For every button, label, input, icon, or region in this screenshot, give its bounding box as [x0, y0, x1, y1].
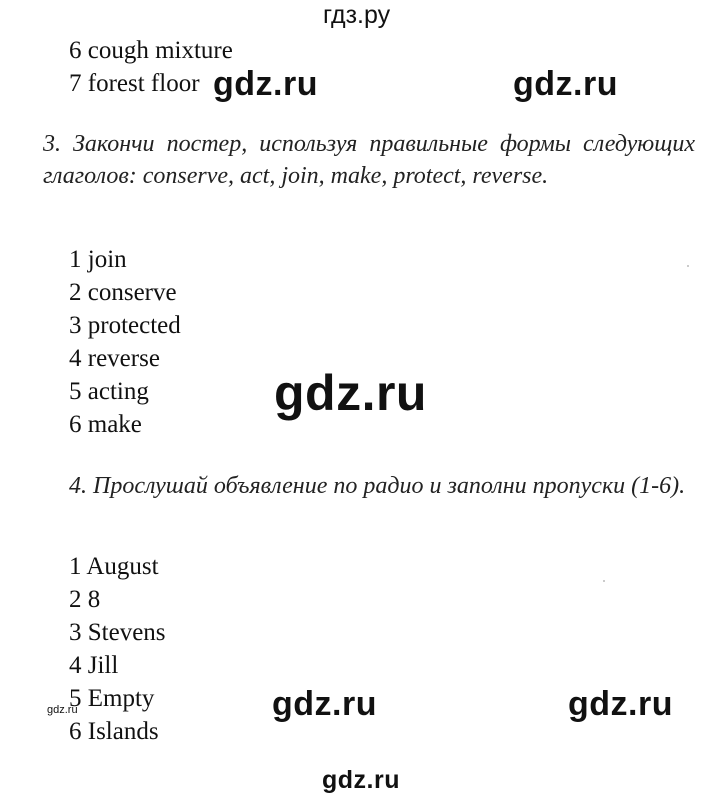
answer-item: 4 Jill [69, 652, 119, 679]
watermark: gdz.ru [274, 365, 427, 421]
task-3-instruction: 3. Закончи постер, используя правильные формы следующих глаголов: conserve, act, join, make, protect, reverse. [43, 131, 695, 189]
watermark: gdz.ru [513, 65, 618, 103]
scan-speck [603, 580, 605, 582]
watermark: gdz.ru [568, 685, 673, 723]
task-4-instruction: 4. Прослушай объявление по радио и заполни пропуски (1-6). [69, 473, 686, 499]
answer-item: 6 make [69, 411, 142, 438]
answer-item: 2 8 [69, 586, 101, 613]
answer-item: 3 Stevens [69, 619, 166, 646]
answer-item: 5 Empty [69, 685, 155, 712]
answer-item: 4 reverse [69, 345, 160, 372]
list-item: 6 cough mixture [69, 37, 233, 64]
answer-item: 5 acting [69, 378, 149, 405]
answer-item: 1 join [69, 246, 127, 273]
watermark: gdz.ru [322, 766, 400, 794]
watermark: gdz.ru [213, 65, 318, 103]
watermark: gdz.ru [272, 685, 377, 723]
scan-speck [687, 265, 689, 267]
answer-item: 3 protected [69, 312, 181, 339]
answer-item: 1 August [69, 553, 159, 580]
answer-item: 2 conserve [69, 279, 177, 306]
answer-item: 6 Islands [69, 718, 159, 745]
list-item: 7 forest floor [69, 70, 200, 97]
watermark: gdz.ru [47, 704, 78, 716]
site-label: гдз.ру [323, 1, 391, 29]
